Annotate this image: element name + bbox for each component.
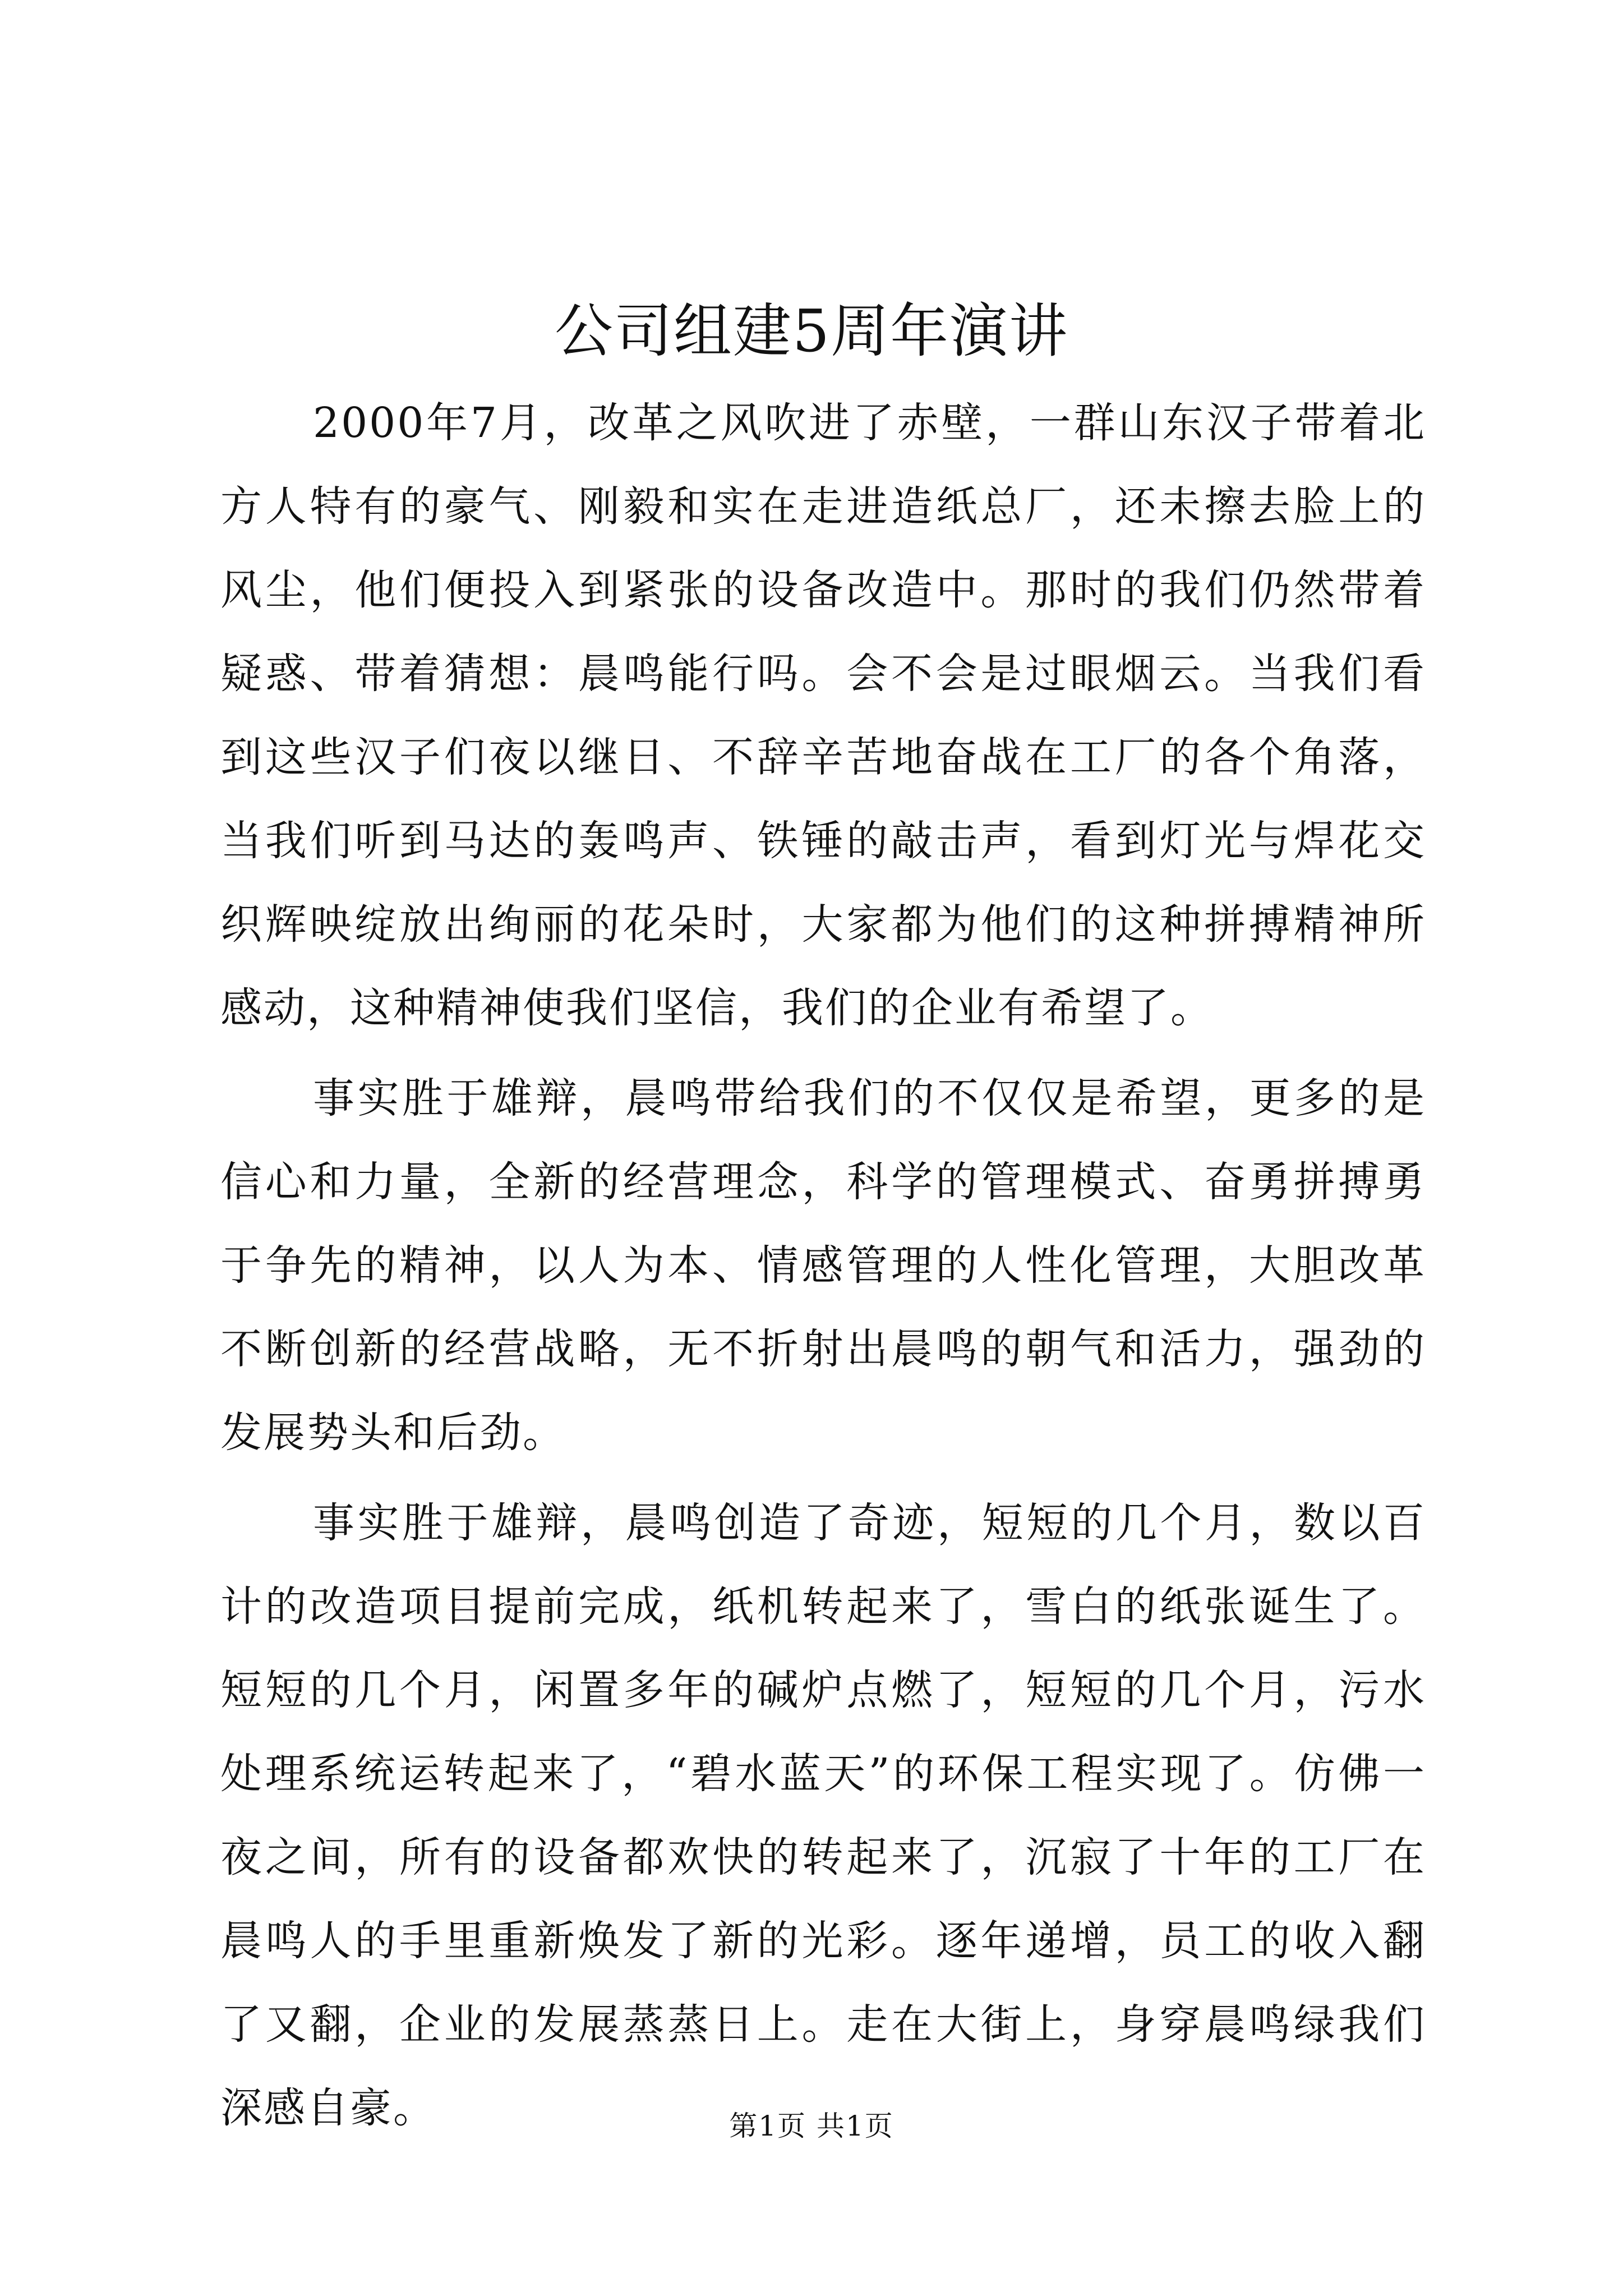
paragraph-1: 2000年7月，改革之风吹进了赤壁，一群山东汉子带着北方人特有的豪气、刚毅和实在走进造纸总厂，还未擦去脸上的风尘，他们便投入到紧张的设备改造中。那时的我们仍然带着疑惑、带着猜想：晨鸣能行吗。会不会是过眼烟云。当我们看到这些汉子们夜以继日、不辞辛苦地奋战在工厂的各个角落，当我们听到马达的轰鸣声、铁锤的敲击声，看到灯光与焊花交织辉映绽放出绚丽的花朵时，大家都为他们的这种拼搏精神所感动，这种精神使我们坚信，我们的企业有希望了。: [220, 399, 1426, 1032]
paragraph-2: 事实胜于雄辩，晨鸣带给我们的不仅仅是希望，更多的是信心和力量，全新的经营理念，科学的管理模式、奋勇拼搏勇于争先的精神，以人为本、情感管理的人性化管理，大胆改革不断创新的经营战略，无不折射出晨鸣的朝气和活力，强劲的发展势头和后劲。: [220, 1074, 1426, 1457]
page-footer: 第1页 共1页: [729, 2110, 894, 2142]
document-title: 公司组建5周年演讲: [554, 297, 1069, 365]
paragraph-3: 事实胜于雄辩，晨鸣创造了奇迹，短短的几个月，数以百计的改造项目提前完成，纸机转起来了，雪白的纸张诞生了。短短的几个月，闲置多年的碱炉点燃了，短短的几个月，污水处理系统运转起来了，“碧水蓝天”的环保工程实现了。仿佛一夜之间，所有的设备都欢快的转起来了，沉寂了十年的工厂在晨鸣人的手里重新焕发了新的光彩。逐年递增，员工的收入翻了又翻，企业的发展蒸蒸日上。走在大街上，身穿晨鸣绿我们深感自豪。: [220, 1499, 1426, 2132]
document-body: [220, 381, 1426, 2150]
